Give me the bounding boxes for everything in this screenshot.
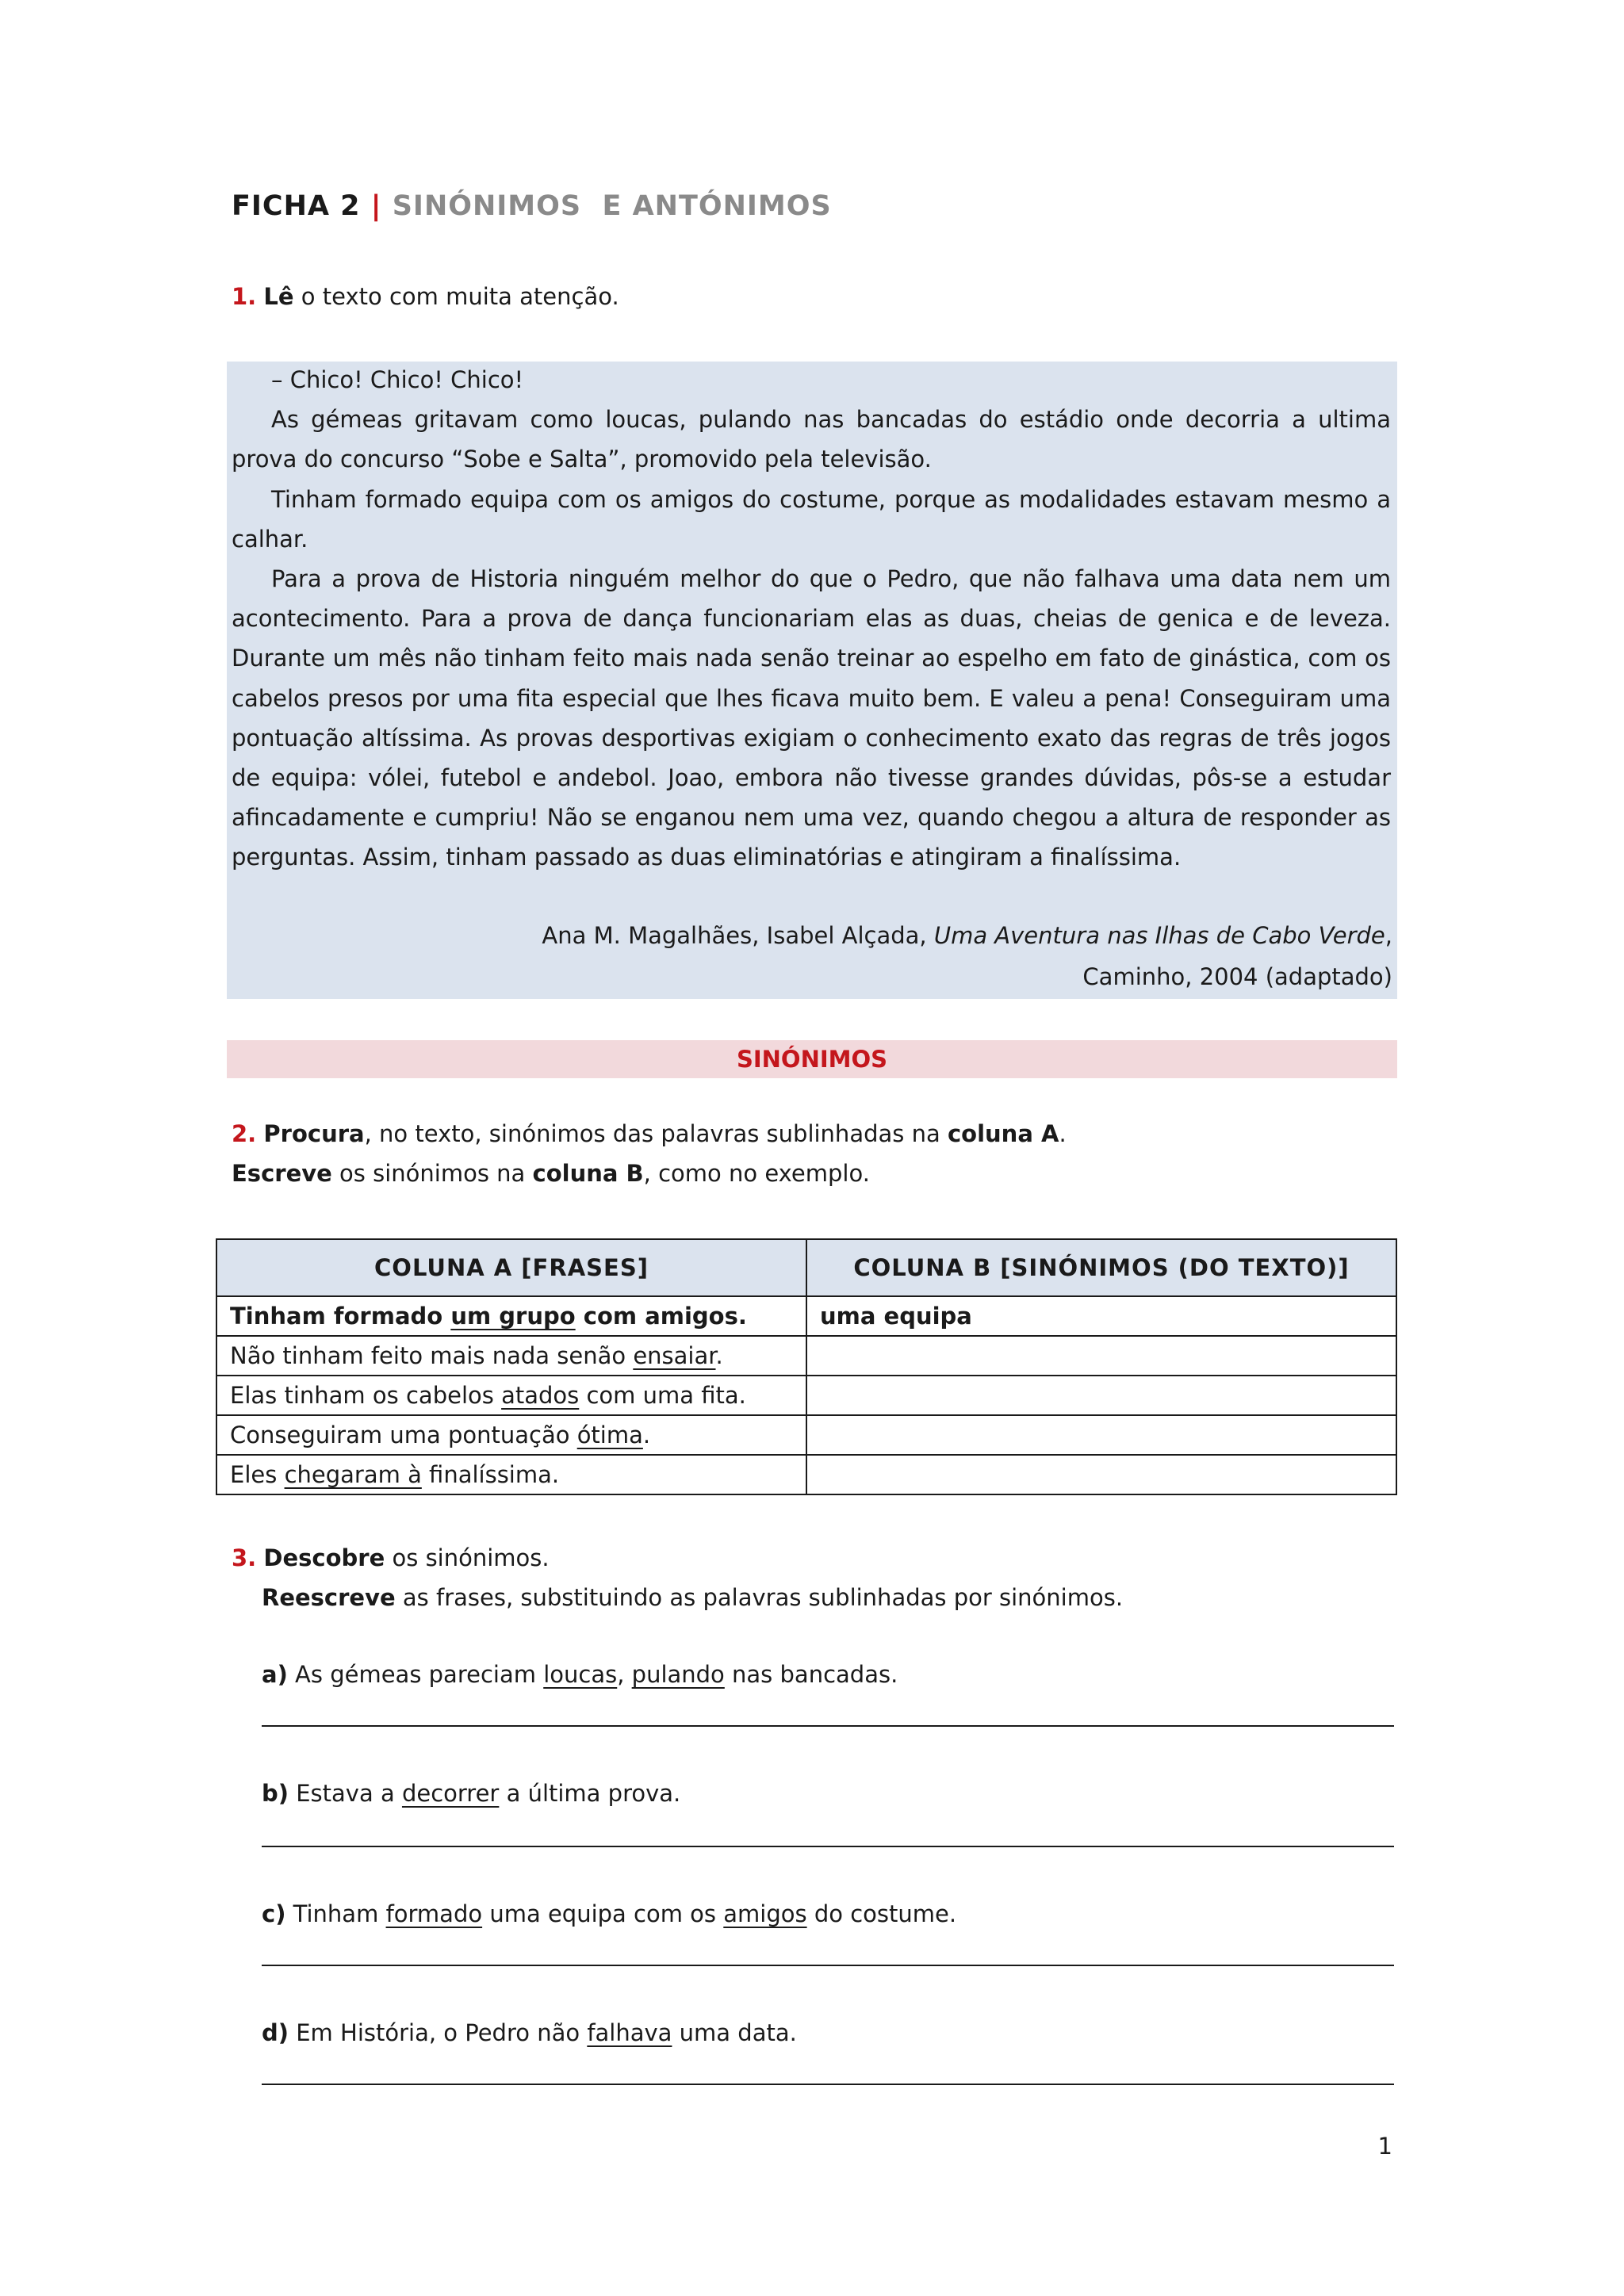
item-label: b) bbox=[262, 1780, 289, 1807]
citation-authors: Ana M. Magalhães, Isabel Alçada, bbox=[542, 922, 934, 949]
instruction-emphasis: coluna B bbox=[532, 1160, 644, 1187]
sentence-text: Não tinham feito mais nada senão bbox=[230, 1342, 634, 1369]
reading-passage bbox=[232, 360, 1391, 878]
answer-line-b[interactable] bbox=[262, 1846, 1394, 1847]
passage-paragraph: Para a prova de Historia ninguém melhor do que o Pedro, que não falhava uma data nem um acontecimento. Para a prova de dança funcionariam elas as duas, cheias de genica e de leveza. Durante um mês não tinham feito mais nada senão treinar ao espelho em fato de ginástica, com os cabelos presos por uma fita especial que lhes ficava muito bem. E valeu a pena! Conseguiram uma pontuação altíssima. As provas desportivas exigiam o conhecimento exato das regras de três jogos de equipa: vólei, futebol e andebol. Joao, embora não tivesse grandes dúvidas, pôs-se a estudar afincadamente e cumpriu! Não se enganou nem uma vez, quando chegou a altura de responder as perguntas. Assim, tinham passado as duas eliminatórias e atingiram a finalíssima. bbox=[232, 565, 1391, 871]
underlined-word: um grupo bbox=[450, 1303, 576, 1330]
sentence-text: . bbox=[715, 1342, 723, 1369]
sentence-text: Tinham formado bbox=[230, 1303, 451, 1330]
underlined-word: falhava bbox=[587, 2019, 672, 2046]
passage-paragraph: – Chico! Chico! Chico! bbox=[271, 366, 524, 393]
item-text: do costume. bbox=[806, 1900, 957, 1927]
answer-cell[interactable] bbox=[806, 1336, 1396, 1376]
instruction-text: os sinónimos. bbox=[385, 1544, 550, 1571]
passage-paragraph: Tinham formado equipa com os amigos do costume, porque as modalidades estavam mesmo a calhar. bbox=[232, 485, 1391, 553]
instruction-text: os sinónimos na bbox=[331, 1160, 533, 1187]
instruction-verb: Procura bbox=[263, 1120, 365, 1147]
table-header-row bbox=[216, 1239, 1396, 1296]
item-text: Em História, o Pedro não bbox=[289, 2019, 588, 2046]
sentence-cell bbox=[216, 1415, 806, 1455]
sentence-text: com amigos. bbox=[575, 1303, 747, 1330]
answer-cell[interactable]: uma equipa bbox=[806, 1296, 1396, 1336]
table-row bbox=[216, 1376, 1396, 1415]
question-2 bbox=[232, 1114, 1067, 1193]
sentence-text: Eles bbox=[230, 1461, 285, 1488]
citation-comma: , bbox=[1385, 922, 1392, 949]
sentence-cell bbox=[216, 1376, 806, 1415]
exercise-item-c bbox=[262, 1900, 956, 1927]
exercise-item-b bbox=[262, 1780, 680, 1807]
item-text: , bbox=[617, 1661, 632, 1688]
instruction-emphasis: coluna A bbox=[947, 1120, 1059, 1147]
underlined-word: atados bbox=[501, 1382, 580, 1409]
item-label: c) bbox=[262, 1900, 286, 1927]
citation bbox=[542, 915, 1392, 997]
underlined-word: ótima bbox=[576, 1422, 643, 1448]
underlined-word: pulando bbox=[631, 1661, 725, 1688]
answer-line-c[interactable] bbox=[262, 1965, 1394, 1966]
instruction-text: , como no exemplo. bbox=[643, 1160, 870, 1187]
sentence-cell bbox=[216, 1455, 806, 1494]
underlined-word: amigos bbox=[723, 1900, 807, 1927]
item-text: uma data. bbox=[672, 2019, 797, 2046]
item-text: nas bancadas. bbox=[724, 1661, 898, 1688]
citation-publisher: Caminho, 2004 (adaptado) bbox=[1082, 963, 1392, 990]
item-label: a) bbox=[262, 1661, 288, 1688]
instruction-text: , no texto, sinónimos das palavras sublinhadas na bbox=[364, 1120, 948, 1147]
passage-paragraph: As gémeas gritavam como loucas, pulando nas bancadas do estádio onde decorria a ultima prova do concurso “Sobe e Salta”, promovido pela televisão. bbox=[232, 406, 1391, 473]
underlined-word: loucas bbox=[543, 1661, 618, 1688]
instruction-text: o texto com muita atenção. bbox=[293, 283, 619, 310]
instruction-verb: Descobre bbox=[263, 1544, 385, 1571]
column-a-header: COLUNA A [FRASES] bbox=[216, 1239, 806, 1296]
question-3 bbox=[232, 1538, 1123, 1617]
item-text: a última prova. bbox=[499, 1780, 681, 1807]
item-text: uma equipa com os bbox=[482, 1900, 724, 1927]
page-number: 1 bbox=[1377, 2133, 1392, 2160]
instruction-text: . bbox=[1059, 1120, 1067, 1147]
table-row bbox=[216, 1415, 1396, 1455]
sentence-text: Elas tinham os cabelos bbox=[230, 1382, 502, 1409]
citation-title: Uma Aventura nas Ilhas de Cabo Verde bbox=[933, 922, 1385, 949]
sentence-cell bbox=[216, 1336, 806, 1376]
sentence-text: . bbox=[642, 1422, 651, 1448]
answer-cell[interactable] bbox=[806, 1376, 1396, 1415]
question-number: 2. bbox=[232, 1120, 257, 1147]
item-text: Tinham bbox=[285, 1900, 386, 1927]
sentence-cell bbox=[216, 1296, 806, 1336]
table-row bbox=[216, 1336, 1396, 1376]
answer-line-a[interactable] bbox=[262, 1725, 1394, 1727]
page-title bbox=[232, 190, 832, 222]
instruction-verb: Escreve bbox=[232, 1160, 332, 1187]
instruction-text: as frases, substituindo as palavras sublinhadas por sinónimos. bbox=[395, 1584, 1124, 1611]
question-number: 3. bbox=[232, 1544, 257, 1571]
question-number: 1. bbox=[232, 283, 257, 310]
section-title: SINÓNIMOS bbox=[227, 1040, 1397, 1078]
table-row bbox=[216, 1296, 1396, 1336]
question-1 bbox=[232, 277, 619, 316]
underlined-word: decorrer bbox=[401, 1780, 500, 1807]
item-label: d) bbox=[262, 2019, 289, 2046]
instruction-verb: Lê bbox=[263, 283, 294, 310]
sentence-text: Conseguiram uma pontuação bbox=[230, 1422, 577, 1448]
sentence-text: finalíssima. bbox=[421, 1461, 560, 1488]
instruction-verb: Reescreve bbox=[262, 1584, 396, 1611]
answer-line-d[interactable] bbox=[262, 2084, 1394, 2085]
title-separator: | bbox=[370, 190, 382, 222]
column-b-header: COLUNA B [SINÓNIMOS (DO TEXTO)] bbox=[806, 1239, 1396, 1296]
table-row bbox=[216, 1455, 1396, 1494]
item-text: As gémeas pareciam bbox=[287, 1661, 544, 1688]
answer-cell[interactable] bbox=[806, 1415, 1396, 1455]
exercise-item-d bbox=[262, 2019, 797, 2046]
underlined-word: chegaram à bbox=[284, 1461, 422, 1488]
underlined-word: ensaiar bbox=[633, 1342, 716, 1369]
topic-title: SINÓNIMOS E ANTÓNIMOS bbox=[392, 190, 832, 222]
sentence-text: com uma fita. bbox=[579, 1382, 746, 1409]
ficha-label: FICHA 2 bbox=[232, 190, 361, 222]
item-text: Estava a bbox=[289, 1780, 402, 1807]
underlined-word: formado bbox=[385, 1900, 483, 1927]
synonyms-table bbox=[216, 1238, 1397, 1495]
answer-cell[interactable] bbox=[806, 1455, 1396, 1494]
exercise-item-a bbox=[262, 1661, 898, 1688]
